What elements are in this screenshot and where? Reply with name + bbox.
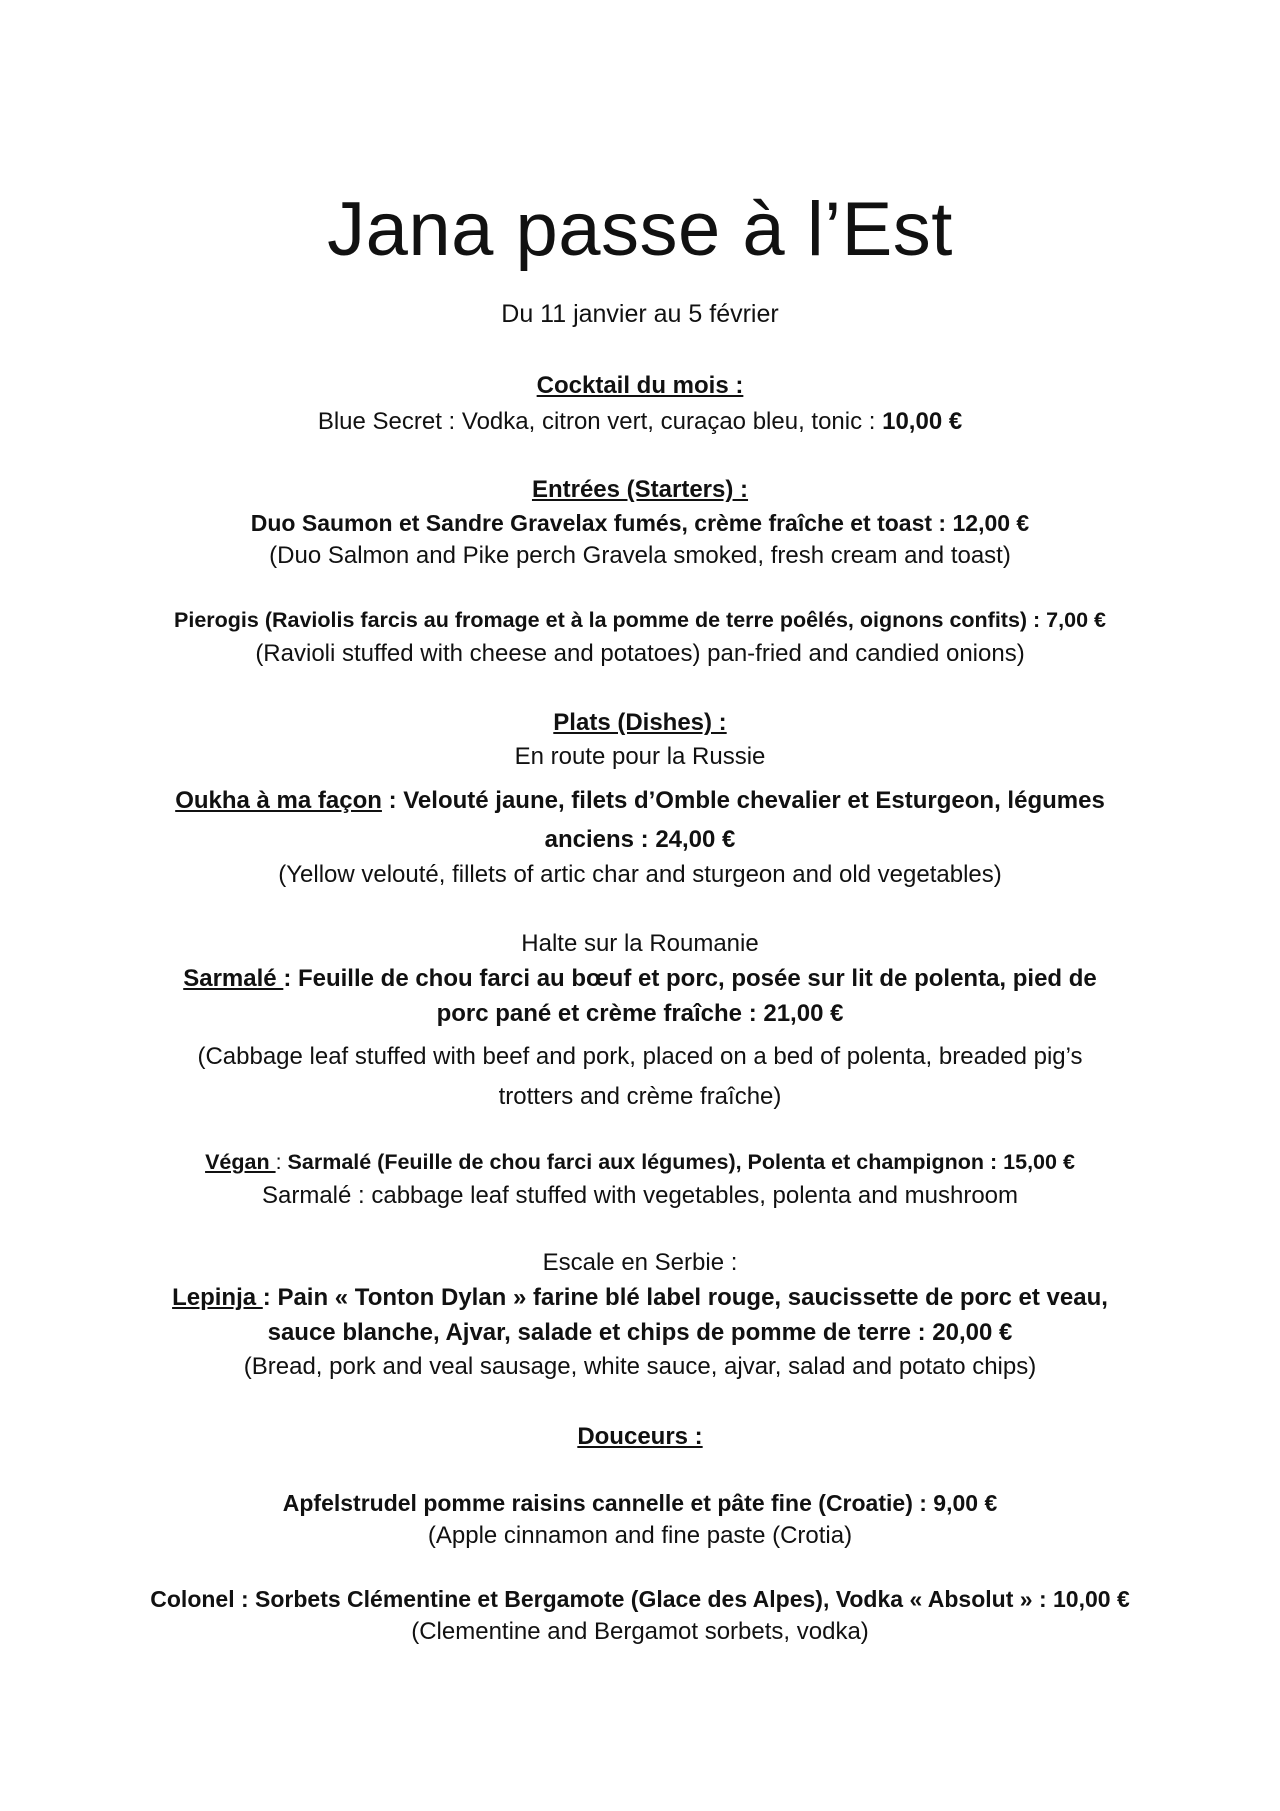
roumanie-dish-line2: porc pané et crème fraîche : 21,00 € [436,1000,844,1027]
entree-2-en: (Ravioli stuffed with cheese and potatoes) pan-fried and candied onions) [255,640,1025,667]
roumanie-dish-en-2: trotters and crème fraîche) [498,1083,782,1110]
entree-2-fr: Pierogis (Raviolis farcis au fromage et à la pomme de terre poêlés, oignons confits) : 7,00 € [174,608,1106,632]
vegan-dish-name: Végan [205,1150,276,1174]
serbie-dish-line2: sauce blanche, Ajvar, salade et chips de pomme de terre : 20,00 € [267,1319,1013,1346]
roumanie-dish-desc: : Feuille de chou farci au bœuf et porc, posée sur lit de polenta, pied de [283,965,1097,992]
russie-dish-sep: : [381,787,404,814]
serbie-dish-desc: : Pain « Tonton Dylan » farine blé label rouge, saucissette de porc et veau, [262,1284,1108,1311]
serbie-intro: Escale en Serbie : [542,1249,738,1276]
entree-1-fr: Duo Saumon et Sandre Gravelax fumés, crème fraîche et toast : 12,00 € [250,510,1030,536]
russie-dish-name: Oukha à ma façon [175,787,382,814]
dessert-2-en: (Clementine and Bergamot sorbets, vodka) [411,1618,869,1645]
roumanie-dish-line1 [0,967,1280,991]
entree-1-en: (Duo Salmon and Pike perch Gravela smoked, fresh cream and toast) [269,542,1011,569]
roumanie-intro: Halte sur la Roumanie [521,930,759,957]
russie-dish-line2: anciens : 24,00 € [544,826,736,853]
dessert-1-en: (Apple cinnamon and fine paste (Crotia) [427,1522,853,1549]
roumanie-dish-name: Sarmalé [183,965,284,992]
dessert-2-fr: Colonel : Sorbets Clémentine et Bergamote (Glace des Alpes), Vodka « Absolut » : 10,00 € [150,1586,1130,1612]
vegan-dish-line [0,1152,1280,1174]
cocktail-text: Blue Secret : Vodka, citron vert, curaçao bleu, tonic : [317,408,883,435]
serbie-dish-line1 [0,1286,1280,1310]
menu-title: Jana passe à l’Est [327,187,953,272]
cocktail-price: 10,00 € [882,408,963,435]
roumanie-dish-en-1: (Cabbage leaf stuffed with beef and pork, placed on a bed of polenta, breaded pig’s [197,1043,1083,1070]
vegan-dish-sep: : [275,1150,288,1174]
serbie-dish-en: (Bread, pork and veal sausage, white sauce, ajvar, salad and potato chips) [243,1353,1037,1380]
vegan-dish-en: Sarmalé : cabbage leaf stuffed with vegetables, polenta and mushroom [261,1182,1019,1209]
menu-dates: Du 11 janvier au 5 février [501,300,779,328]
entrees-heading: Entrées (Starters) : [531,476,749,503]
cocktail-line [0,410,1280,434]
russie-dish-line1 [0,789,1280,813]
vegan-dish-desc: Sarmalé (Feuille de chou farci aux légumes), Polenta et champignon : 15,00 € [287,1150,1075,1174]
cocktail-heading: Cocktail du mois : [536,372,744,399]
serbie-dish-name: Lepinja [172,1284,263,1311]
russie-intro: En route pour la Russie [514,743,766,770]
dessert-1-fr: Apfelstrudel pomme raisins cannelle et pâte fine (Croatie) : 9,00 € [282,1490,998,1516]
douceurs-heading: Douceurs : [577,1423,703,1450]
russie-dish-desc: Velouté jaune, filets d’Omble chevalier et Esturgeon, légumes [403,787,1105,814]
plats-heading: Plats (Dishes) : [553,709,727,736]
russie-dish-en: (Yellow velouté, fillets of artic char and sturgeon and old vegetables) [278,861,1002,888]
